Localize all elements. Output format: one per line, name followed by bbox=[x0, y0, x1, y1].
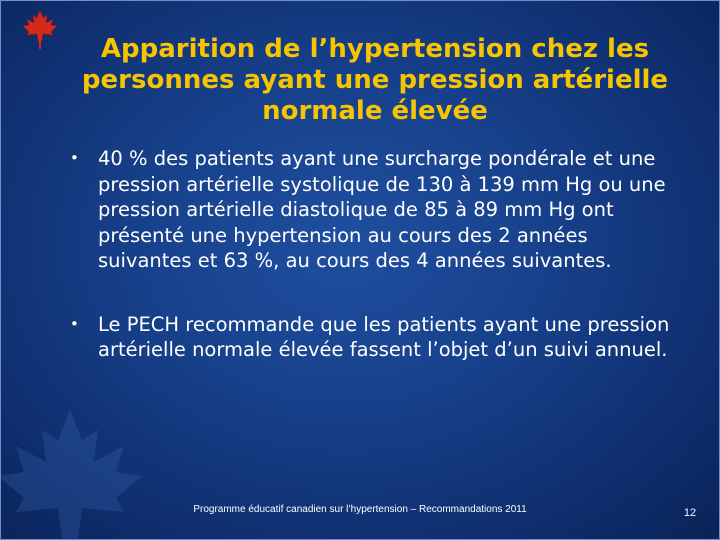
bullet-text: 40 % des patients ayant une surcharge pondérale et une pression artérielle systolique de 130 à 139 mm Hg ou une pression artérielle diastolique de 85 à 89 mm Hg ont présenté une hypertension au cours des 2 années suivantes et 63 %, au cours des 4 années suivantes. bbox=[98, 147, 666, 272]
bullet-dot-icon: • bbox=[70, 314, 79, 333]
bullet-list bbox=[70, 146, 670, 363]
maple-leaf-watermark-icon bbox=[0, 400, 200, 540]
slide-title: Apparition de l’hypertension chez les personnes ayant une pression artérielle normale élevée bbox=[81, 34, 669, 126]
bullet-text: Le PECH recommande que les patients ayant une pression artérielle normale élevée fassent l’objet d’un suivi annuel. bbox=[98, 312, 670, 361]
bullet-item bbox=[70, 312, 670, 363]
page-number: 12 bbox=[683, 507, 697, 519]
bullet-dot-icon: • bbox=[70, 149, 79, 167]
maple-leaf-logo-icon bbox=[20, 8, 60, 50]
footer-text: Programme éducatif canadien sur l’hypertension – Recommandations 2011 bbox=[193, 504, 527, 515]
bullet-item bbox=[70, 146, 670, 274]
